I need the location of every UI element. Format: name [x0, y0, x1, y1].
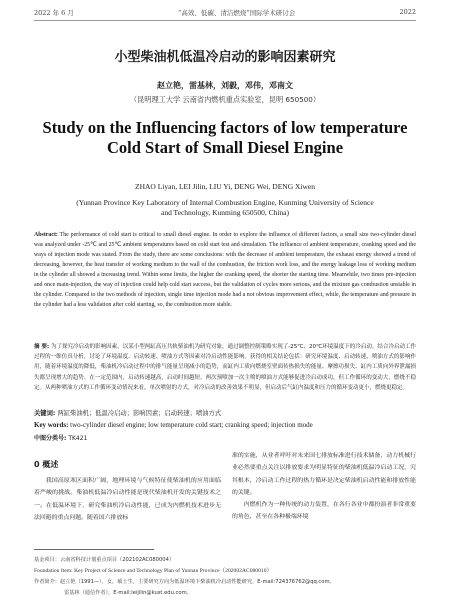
body-left-column	[34, 475, 221, 524]
chinese-abstract	[34, 342, 416, 393]
footnote-author-info: 作者简介：赵立艳（1991—），女，硕士生，主要研究方向为低温环境下柴油机冷启动性能研究，E-mail:724376762@qq.com。	[34, 579, 335, 585]
english-title	[0, 118, 450, 158]
body-paragraph: 内燃机作为一种传统的动力装置，在各行各业中都扮演者非常重要的角色，甚至在各种极端环境	[232, 502, 416, 521]
chinese-keywords	[34, 408, 416, 417]
footnote-fund: 基金项目：云南省科技计划重点项目（202102AC080004）	[34, 557, 175, 563]
english-title-line-2: Cold Start of Small Diesel Engine	[106, 138, 344, 157]
header-divider	[34, 20, 416, 21]
english-title-line-1: Study on the Influencing factors of low temperature	[42, 118, 408, 137]
english-keywords	[34, 421, 416, 429]
english-affiliation: (Yunnan Province Key Laboratory of Internal Combustion Engine, Kunming University of Science and Technology, Kunming 650500, China)	[76, 198, 374, 217]
body-right-column	[232, 450, 416, 524]
english-keywords-label: Key words:	[34, 421, 69, 429]
header-year: 2022	[399, 8, 416, 16]
footnote-fund-english: Foundation Item: Key Project of Science and Technology Plan of Yunnan Province（202002AC080010）	[34, 568, 273, 574]
footnote-divider	[34, 549, 154, 550]
abstract-text: The performance of cold start is critical to small diesel engine. In order to explore the influence of different factors, a small size two-cylinder diesel was analyzed under -25℃ and 25℃ ambient temperatures based on cold start test and simulation. The influence of ambient temperature, cranking speed and the ways of injection mode was stated. From the study, there are some conclusions: with the decrease of ambient temperature, the exhaust energy showed a trend of decreasing, however, the heat transfer of working medium to the wall of the combustion, the friction work loss, and the energy leakage loss of working medium in the cylinder all showed a increasing trend. Within some limits, the higher the cranking speed, the shorter the starting time. Meanwhile, two times pre-injection and once main-injection, the way of injection could help cold start success, but the validation of cycles more serious, and the mixture gas combustion unstable in the cylinder. Compared to the two methods of injection, single time injection mode had a not obvious improvement effect, while, the temperature and pressure in the cylinder had a less validation after cold starting, so, the combustion more stable.	[34, 232, 416, 308]
chinese-title: 小型柴油机低温冷启动的影响因素研究	[114, 50, 336, 65]
header-date: 2022 年 6 月	[34, 9, 74, 17]
chinese-abstract-text: 为了探究冷启动的影响因素，以某小型两缸高压共轨柴油机为研究对象，通过调整控制策略实现了-25℃、20℃环境温度下的冷启动。结合冷启动工作过程的一维仿真分析，讨论了环境温度、启动转速、喷油方式等因素对冷启动性能影响。获得的相关结论包括：研究环境温度、启动转速、喷油方式的影响作用，随着环境温度的降低，柴油机冷启动过程中的排气能量呈现减小的趋势，而缸内工质向燃烧室壁面传热损失的能量、摩擦功损失、缸内工质向外界泄漏损失都呈现增大的趋势。在一定范围内，启动转速越高，启动时间越短。两次预喷加一次主喷的喷油方式能够促进冷启动成功，但工作循环的变动大，燃烧不稳定。从两种喷油方式的工作循环变动情况来看，单次喷射的方式，对冷启动的改善效果不明显，但启动后气缸内温度和压力的循环变动更小，燃烧更稳定。	[34, 344, 416, 391]
classification-value: TK421	[68, 435, 88, 442]
chinese-keywords-text: 两缸柴油机；低温冷启动；影响因素；启动转速；喷油方式	[57, 410, 222, 417]
chinese-keywords-label: 关键词:	[34, 410, 56, 417]
abstract-label: Abstract:	[34, 232, 58, 238]
section-heading: 0 概述	[34, 460, 59, 469]
english-abstract	[34, 230, 416, 310]
classification-label: 中图分类号:	[34, 435, 67, 442]
english-authors: ZHAO Liyan, LEI Jilin, LIU Yi, DENG Wei, DENG Xiwen	[135, 182, 315, 191]
chinese-authors: 赵立艳，雷基林，刘毅，邓伟，邓南文	[157, 81, 293, 90]
chinese-affiliation: （昆明理工大学 云南省内燃机重点实验室，昆明 650500）	[129, 95, 321, 104]
footnote-corresponding-author: 雷基林（通信作者），E-mail:leijilin@kust.edu.com。	[64, 590, 192, 596]
body-paragraph: 准的实施，从业者呼吁对未来国七排放标准进行技术储备，动力机械行业必然要重点关注以排放要求为明显特征的柴油机低温冷启动工况，究其根本，冷启动工作过程的热力循环是决定柴油机启动性能和排放性能的关键。	[232, 453, 416, 496]
body-paragraph: 我国高原寒区面积广阔，地理环境与气候特征使柴油机的应用面临着严峻的挑战。柴油机低温冷启动性能是现代柴油机开发的关键技术之一。在低温环境下，研究柴油机冷启动性能，已成为内燃机技术进步无法回避的重点问题。随着国六排放标	[34, 478, 221, 521]
english-keywords-text: two-cylinder diesel engine; low temperature cold start; cranking speed; injection mode	[70, 421, 313, 429]
running-header	[34, 8, 416, 17]
chinese-abstract-label: 摘 要:	[34, 344, 50, 350]
classification-number	[34, 433, 416, 442]
header-conference: “高效、低碳、清洁燃烧”国际学术研讨会	[178, 9, 296, 17]
